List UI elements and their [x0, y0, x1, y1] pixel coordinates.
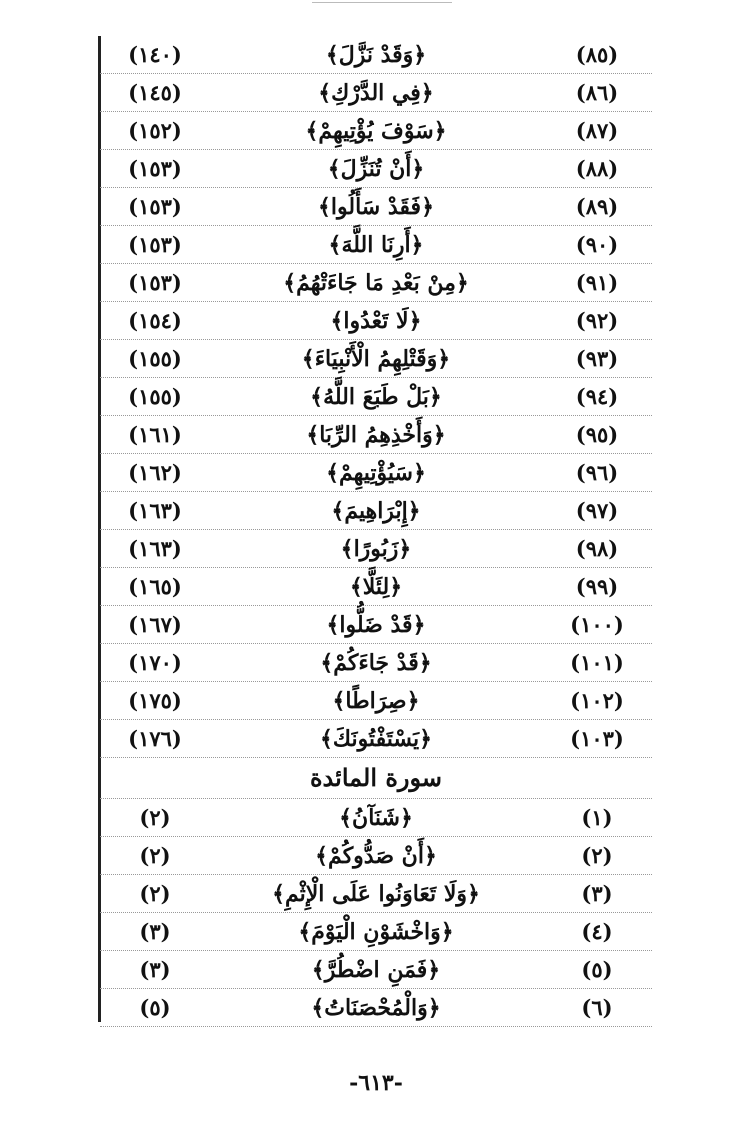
entry-page: (١٦٥) — [128, 574, 182, 599]
entry-number: (٨٩) — [575, 194, 619, 219]
table-row — [100, 36, 652, 74]
table-row — [100, 378, 652, 416]
entry-number: (١) — [581, 805, 613, 830]
entry-page: (٢) — [139, 881, 171, 906]
entry-page: (١٥٥) — [128, 346, 182, 371]
entry-page: (١٧٥) — [128, 688, 182, 713]
entry-word: ﴿فَمَنِ اضْطُرَّ﴾ — [311, 956, 441, 983]
entry-number: (٦) — [581, 995, 613, 1020]
entry-word: ﴿مِنْ بَعْدِ مَا جَاءَتْهُمُ﴾ — [283, 269, 469, 296]
entry-page: (١٥٣) — [128, 270, 182, 295]
entry-word: ﴿لَا تَعْدُوا﴾ — [330, 307, 422, 334]
entry-page: (٥) — [139, 995, 171, 1020]
entry-number: (٣) — [581, 881, 613, 906]
entry-number: (٩٤) — [575, 384, 619, 409]
entry-word: ﴿بَلْ طَبَعَ اللَّهُ﴾ — [310, 383, 442, 410]
table-row — [100, 799, 652, 837]
table-row — [100, 837, 652, 875]
entry-word: ﴿وَالْمُحْصَنَاتُ﴾ — [311, 994, 441, 1021]
entry-number: (٥) — [581, 957, 613, 982]
entry-number: (١٠٣) — [570, 726, 624, 751]
table-row — [100, 644, 652, 682]
table-row — [100, 606, 652, 644]
entry-page: (١٧٦) — [128, 726, 182, 751]
entry-number: (٨٦) — [575, 80, 619, 105]
table-row — [100, 682, 652, 720]
table-row — [100, 454, 652, 492]
entry-number: (٨٧) — [575, 118, 619, 143]
entry-number: (١٠٢) — [570, 688, 624, 713]
entry-word: ﴿لِئَلَّا﴾ — [349, 573, 403, 600]
rows-before — [100, 36, 652, 758]
table-row — [100, 951, 652, 989]
table-row — [100, 720, 652, 758]
table-row — [100, 74, 652, 112]
table-row — [100, 340, 652, 378]
entry-page: (٣) — [139, 919, 171, 944]
table-row — [100, 264, 652, 302]
table-row — [100, 568, 652, 606]
entry-number: (٩٩) — [575, 574, 619, 599]
entry-word: ﴿زَبُورًا﴾ — [340, 535, 412, 562]
entry-word: ﴿وَقَدْ نَزَّلَ﴾ — [325, 41, 427, 68]
entry-number: (٩٣) — [575, 346, 619, 371]
entry-number: (٩٧) — [575, 498, 619, 523]
entry-word: ﴿يَسْتَفْتُونَكَ﴾ — [320, 725, 432, 752]
table-row — [100, 150, 652, 188]
entry-number: (٨٥) — [575, 42, 619, 67]
entry-page: (٣) — [139, 957, 171, 982]
table-row — [100, 492, 652, 530]
entry-page: (١٦٣) — [128, 498, 182, 523]
entry-page: (١٥٣) — [128, 194, 182, 219]
rows-after — [100, 799, 652, 1027]
table-row — [100, 226, 652, 264]
entry-page: (١٥٥) — [128, 384, 182, 409]
entry-page: (١٤٥) — [128, 80, 182, 105]
entry-word: ﴿وَاخْشَوْنِ الْيَوْمَ﴾ — [298, 918, 454, 945]
entry-page: (١٦٧) — [128, 612, 182, 637]
entry-page: (١٥٢) — [128, 118, 182, 143]
top-rule — [312, 2, 452, 3]
entry-page: (١٤٠) — [128, 42, 182, 67]
entry-page: (١٦٣) — [128, 536, 182, 561]
page-number: -٦١٣- — [349, 1070, 403, 1096]
entry-number: (٩٨) — [575, 536, 619, 561]
entry-page: (١٧٠) — [128, 650, 182, 675]
entry-page: (٢) — [139, 805, 171, 830]
entry-word: ﴿قَدْ جَاءَكُمْ﴾ — [320, 649, 432, 676]
table-row — [100, 989, 652, 1027]
entry-word: ﴿وَلَا تَعَاوَنُوا عَلَى الْإِثْمِ﴾ — [272, 880, 480, 907]
section-heading: سورة المائدة — [100, 758, 652, 799]
index-table — [100, 36, 652, 1027]
table-row — [100, 416, 652, 454]
entry-word: ﴿وَأَخْذِهِمُ الرِّبَا﴾ — [306, 421, 446, 448]
entry-number: (١٠٠) — [570, 612, 624, 637]
entry-word: ﴿أَنْ صَدُّوكُمْ﴾ — [315, 842, 437, 869]
entry-number: (٩٠) — [575, 232, 619, 257]
entry-number: (٤) — [581, 919, 613, 944]
table-row — [100, 875, 652, 913]
entry-number: (٩٢) — [575, 308, 619, 333]
entry-page: (٢) — [139, 843, 171, 868]
table-row — [100, 530, 652, 568]
entry-number: (٩١) — [575, 270, 619, 295]
entry-word: ﴿أَرِنَا اللَّهَ﴾ — [328, 231, 424, 258]
entry-page: (١٦٢) — [128, 460, 182, 485]
entry-word: ﴿قَدْ ضَلُّوا﴾ — [326, 611, 426, 638]
entry-word: ﴿صِرَاطًا﴾ — [332, 687, 420, 714]
entry-word: ﴿فَقَدْ سَأَلُوا﴾ — [318, 193, 434, 220]
entry-word: ﴿وَقَتْلِهِمُ الْأَنْبِيَاءَ﴾ — [301, 345, 451, 372]
entry-word: ﴿فِي الدَّرْكِ﴾ — [318, 79, 434, 106]
entry-page: (١٥٣) — [128, 232, 182, 257]
entry-word: ﴿شَنَآنُ﴾ — [339, 804, 413, 831]
entry-word: ﴿سَيُؤْتِيهِمْ﴾ — [326, 459, 426, 486]
entry-word: ﴿إِبْرَاهِيمَ﴾ — [331, 497, 421, 524]
entry-word: ﴿سَوْفَ يُؤْتِيهِمْ﴾ — [305, 117, 447, 144]
table-row — [100, 302, 652, 340]
entry-number: (٩٥) — [575, 422, 619, 447]
table-row — [100, 188, 652, 226]
entry-number: (٨٨) — [575, 156, 619, 181]
table-row — [100, 913, 652, 951]
entry-number: (٢) — [581, 843, 613, 868]
entry-page: (١٦١) — [128, 422, 182, 447]
entry-page: (١٥٣) — [128, 156, 182, 181]
entry-number: (٩٦) — [575, 460, 619, 485]
entry-number: (١٠١) — [570, 650, 624, 675]
table-row — [100, 112, 652, 150]
entry-word: ﴿أَنْ تُنَزِّلَ﴾ — [327, 155, 425, 182]
entry-page: (١٥٤) — [128, 308, 182, 333]
